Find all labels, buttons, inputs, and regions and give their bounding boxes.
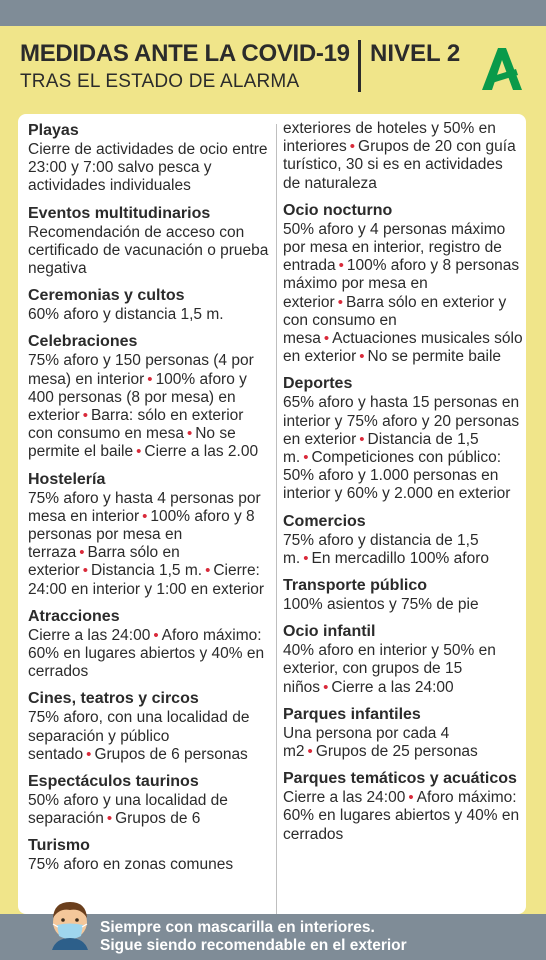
section-continued (283, 120, 523, 193)
bullet-separator: • (142, 507, 148, 525)
section-title: Comercios (283, 512, 366, 530)
bullet-separator: • (349, 138, 356, 156)
section-text (283, 789, 523, 844)
section-text (283, 596, 523, 614)
section-text (283, 221, 523, 367)
bullet-separator: • (86, 745, 92, 763)
section-playas (28, 122, 272, 196)
bullet-separator: • (338, 257, 344, 275)
measure-text: No se permite baile (367, 348, 502, 366)
measure-text: 75% aforo y distancia de 1,5 m. (283, 531, 479, 567)
section-title: Cines, teatros y circos (28, 690, 199, 708)
measure-text: Distancia 1,5 m. (90, 562, 203, 580)
section-text (28, 856, 272, 874)
measure-text: Grupos de 6 (115, 810, 201, 828)
measure-text: 50% aforo y una localidad de separación (28, 792, 228, 828)
bullet-separator: • (359, 348, 365, 366)
level-label: NIVEL 2 (370, 40, 461, 67)
bullet-separator: • (323, 330, 330, 348)
bullet-separator: • (408, 789, 414, 807)
measure-text: 100% aforo y 400 personas (8 por mesa) en exterior (28, 370, 247, 425)
section-text (283, 642, 523, 697)
measure-text: 75% aforo en zonas comunes (28, 856, 234, 874)
measure-text: En mercadillo 100% aforo (311, 549, 489, 567)
measures-card (18, 114, 526, 914)
measure-text: Barra: sólo en exterior con consumo en mesa (28, 407, 244, 443)
bullet-separator: • (205, 562, 211, 580)
measure-text: Barra sólo en exterior (28, 544, 180, 580)
measure-text: Aforo máximo: 60% en lugares abiertos y 40% en cerrados (283, 789, 520, 843)
bullet-separator: • (82, 407, 88, 425)
section-title: Playas (28, 122, 79, 139)
section-title: Deportes (283, 375, 353, 393)
section-title: Ceremonias y cultos (28, 287, 185, 305)
section-espectaculos-taurinos (28, 773, 272, 828)
measure-text: Barra sólo en exterior y con consumo en mesa (283, 293, 507, 348)
bullet-separator: • (303, 549, 309, 567)
section-text (28, 627, 272, 682)
measure-text: No se permite el baile (28, 425, 236, 461)
section-text (283, 394, 523, 503)
measure-text: 75% aforo y 150 personas (4 por mesa) en interior (28, 352, 254, 388)
right-column (283, 120, 523, 853)
section-text (28, 792, 272, 828)
section-parques-infantiles (283, 706, 523, 761)
section-turismo (28, 837, 272, 874)
section-deportes (283, 375, 523, 503)
header (0, 26, 546, 114)
section-title: Espectáculos taurinos (28, 773, 199, 791)
section-ocio-nocturno (283, 202, 523, 367)
section-atracciones (28, 608, 272, 682)
footer-line-1: Siempre con mascarilla en interiores. (100, 919, 375, 936)
measure-text: Cierre de actividades de ocio entre 23:00 y 7:00 salvo pesca y actividades individuales (28, 141, 268, 195)
section-text (28, 141, 272, 196)
bullet-separator: • (147, 370, 153, 388)
page-subtitle: TRAS EL ESTADO DE ALARMA (20, 71, 300, 92)
title-divider (358, 40, 361, 92)
measure-text: 75% aforo, con una localidad de separación y público sentado (28, 709, 250, 763)
bullet-separator: • (186, 425, 193, 443)
measure-text: Cierre a las 24:00 (28, 626, 151, 644)
measure-text: Actuaciones musicales sólo en exterior (283, 330, 523, 366)
column-divider (276, 124, 277, 914)
measure-text: 100% asientos y 75% de pie (283, 596, 479, 614)
section-title: Celebraciones (28, 333, 138, 351)
measure-text: exteriores de hoteles y 50% en interiores (283, 120, 496, 156)
section-title: Ocio nocturno (283, 201, 393, 219)
footer-bar (0, 914, 546, 960)
measure-text: Grupos de 20 con guía turístico, 30 si es en actividades de naturaleza (283, 138, 516, 192)
section-title: Ocio infantil (283, 623, 376, 641)
measure-text: 75% aforo y hasta 4 personas por mesa en interior (28, 489, 261, 525)
section-text (28, 306, 272, 324)
section-hosteleria (28, 471, 272, 599)
measure-text: 100% aforo y 8 personas por mesa en terraza (28, 507, 255, 562)
section-text (283, 725, 523, 761)
measure-text: Cierre a las 24:00 (331, 678, 454, 696)
measure-text: Cierre: 24:00 en interior y 1:00 en exterior (28, 562, 265, 598)
bullet-separator: • (359, 430, 365, 448)
measure-text: Grupos de 6 personas (94, 745, 248, 763)
section-transporte-publico (283, 577, 523, 614)
bullet-separator: • (323, 678, 329, 696)
footer-line-2: Sigue siendo recomendable en el exterior (100, 937, 407, 954)
bullet-separator: • (153, 626, 159, 644)
measure-text: Cierre a las 2.00 (144, 443, 259, 461)
junta-andalucia-logo-icon (478, 44, 526, 92)
measure-text: Aforo máximo: 60% en lugares abiertos y 40% en cerrados (28, 626, 265, 681)
measure-text: Cierre a las 24:00 (283, 789, 406, 807)
bullet-separator: • (82, 562, 88, 580)
measure-text: Grupos de 25 personas (315, 743, 478, 761)
left-column (28, 122, 272, 884)
measure-text: Distancia de 1,5 m. (283, 430, 479, 467)
section-cines-teatros-y-circos (28, 690, 272, 764)
section-text (28, 352, 272, 461)
section-celebraciones (28, 333, 272, 461)
section-parques-tematicos-y-acuaticos (283, 770, 523, 844)
section-text (283, 532, 523, 568)
bullet-separator: • (307, 743, 313, 761)
page-title: MEDIDAS ANTE LA COVID-19 (20, 40, 350, 67)
measure-text: Competiciones con público: 50% aforo y 1.000 personas en interior y 60% y 2.000 en exterior (283, 449, 511, 503)
measure-text: 65% aforo y hasta 15 personas en interior y 75% aforo y 20 personas en exterior (283, 394, 520, 448)
section-title: Turismo (28, 837, 90, 855)
section-comercios (283, 513, 523, 568)
measure-text: 100% aforo y 8 personas máximo por mesa en exterior (283, 257, 520, 311)
section-text (28, 224, 272, 279)
measure-text: 60% aforo y distancia 1,5 m. (28, 306, 224, 324)
section-title: Parques temáticos y acuáticos (283, 770, 517, 788)
bullet-separator: • (79, 544, 85, 562)
bullet-separator: • (136, 443, 142, 461)
section-title: Eventos multitudinarios (28, 204, 211, 222)
top-bar (0, 0, 546, 26)
section-ceremonias-y-cultos (28, 287, 272, 324)
section-text (28, 490, 272, 599)
section-ocio-infantil (283, 623, 523, 697)
bullet-separator: • (337, 293, 343, 311)
masked-person-icon (48, 898, 92, 950)
measure-text: Una persona por cada 4 m2 (283, 724, 450, 761)
measure-text: 40% aforo en interior y 50% en exterior, con grupos de 15 niños (283, 642, 496, 696)
bullet-separator: • (303, 449, 309, 467)
measure-text: Recomendación de acceso con certificado de vacunación o prueba negativa (28, 223, 269, 278)
measure-text: 50% aforo y 4 personas máximo por mesa en interior, registro de entrada (283, 220, 506, 275)
section-eventos-multitudinarios (28, 205, 272, 279)
section-text (283, 120, 523, 193)
bullet-separator: • (106, 810, 113, 828)
section-title: Transporte público (283, 577, 428, 595)
section-title: Atracciones (28, 607, 120, 625)
section-title: Parques infantiles (283, 705, 421, 723)
section-title: Hostelería (28, 470, 106, 488)
section-text (28, 709, 272, 764)
